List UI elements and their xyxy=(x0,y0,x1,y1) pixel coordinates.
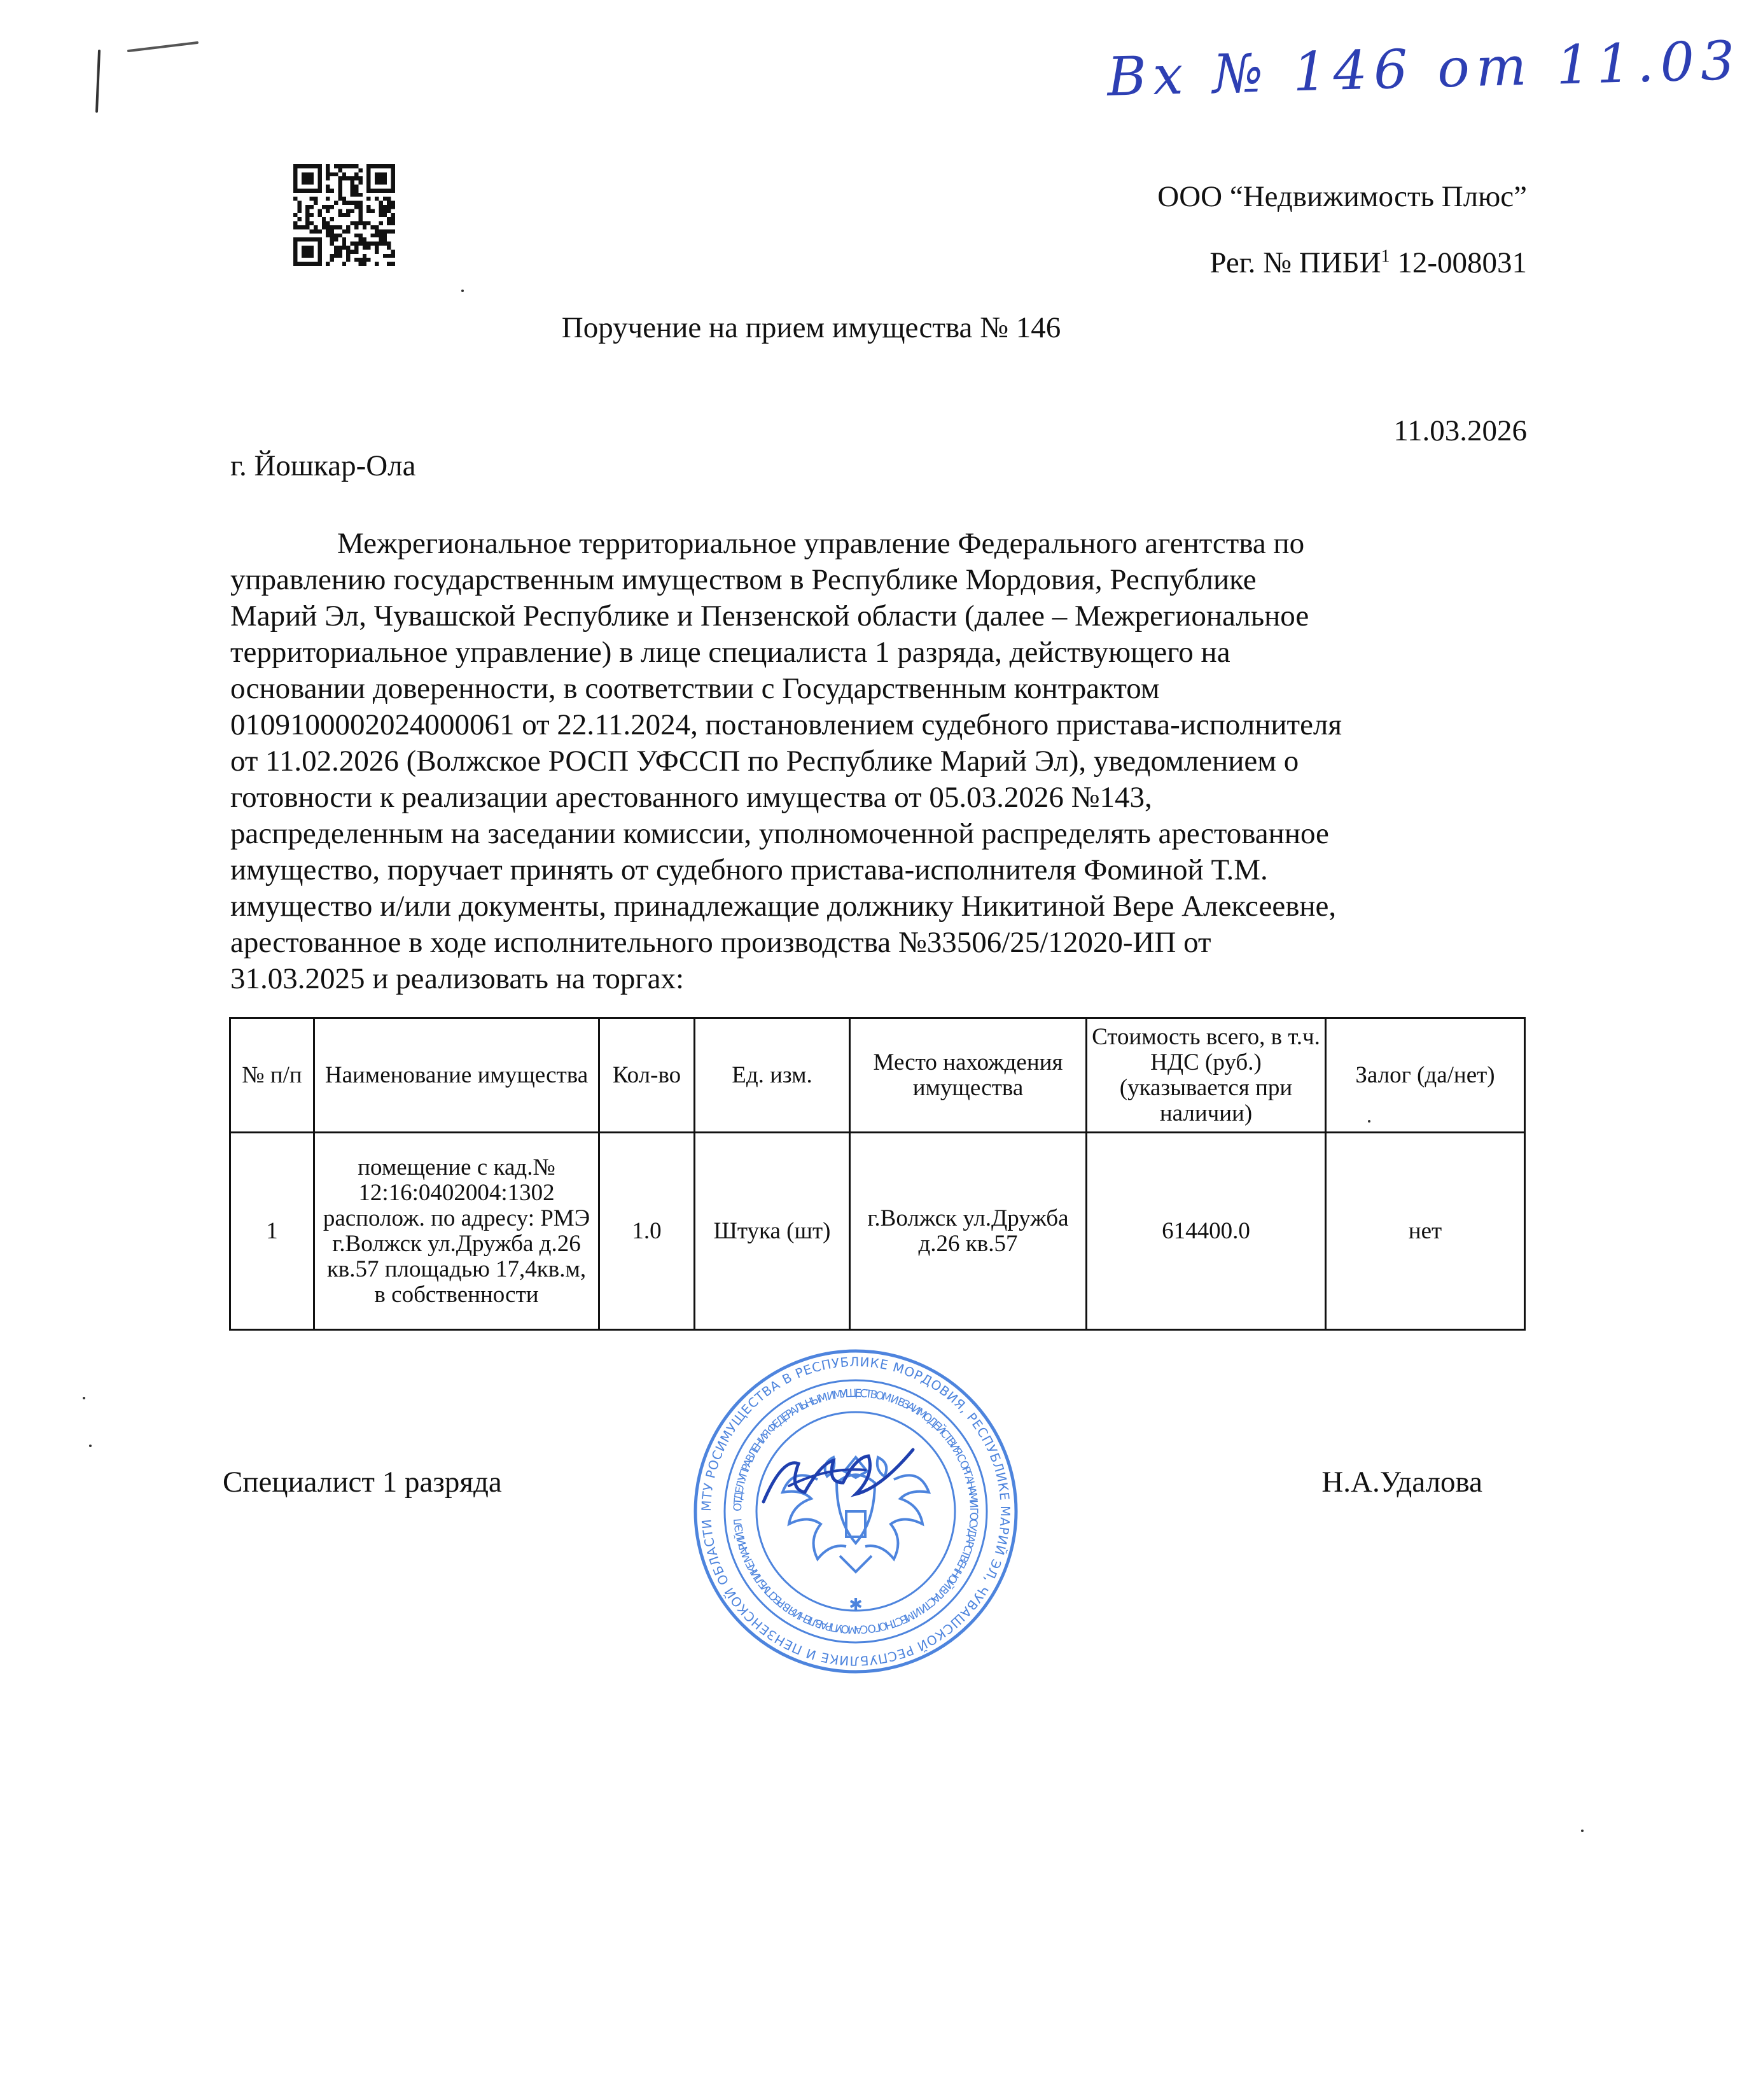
handwritten-incoming-note: Вх № 146 от 11.03 xyxy=(1106,29,1742,108)
cell-pledge: нет xyxy=(1326,1133,1525,1330)
cell-name: помещение с кад.№ 12:16:0402004:1302 располож. по адресу: РМЭ г.Волжск ул.Дружба д.26 кв.57 площадью 17,4кв.м, в собственности xyxy=(314,1133,599,1330)
cell-quantity: 1.0 xyxy=(599,1133,695,1330)
document-title: Поручение на прием имущества № 146 xyxy=(561,311,1061,344)
organization-name: ООО “Недвижимость Плюс” xyxy=(1157,180,1527,213)
body-line: имущество, поручает принять от судебного пристава-исполнителя Фоминой Т.М. xyxy=(230,853,1268,886)
body-line: 31.03.2025 и реализовать на торгах: xyxy=(230,962,685,995)
document-date: 11.03.2026 xyxy=(1393,414,1527,447)
body-line: управлению государственным имуществом в Республике Мордовия, Республике xyxy=(230,563,1257,596)
col-header-quantity: Кол-во xyxy=(599,1018,695,1133)
scan-speck xyxy=(1581,1830,1584,1832)
scan-speck xyxy=(1368,1120,1370,1123)
svg-text:✱: ✱ xyxy=(849,1595,863,1614)
table-header-row xyxy=(230,1018,1525,1133)
col-header-unit: Ед. изм. xyxy=(695,1018,850,1133)
body-line: готовности к реализации арестованного имущества от 05.03.2026 №143, xyxy=(230,781,1152,814)
qr-code xyxy=(293,164,395,266)
col-header-name: Наименование имущества xyxy=(314,1018,599,1133)
reg-number: 12-008031 xyxy=(1390,246,1527,279)
cell-unit: Штука (шт) xyxy=(695,1133,850,1330)
body-line: 0109100002024000061 от 22.11.2024, постановлением судебного пристава-исполнителя xyxy=(230,708,1342,741)
body-line: Межрегиональное территориальное управление Федерального агентства по xyxy=(337,527,1305,560)
table-row xyxy=(230,1133,1525,1330)
body-line: Марий Эл, Чувашской Республике и Пензенской области (далее – Межрегиональное xyxy=(230,599,1309,633)
col-header-number: № п/п xyxy=(230,1018,314,1133)
signatory-name: Н.А.Удалова xyxy=(1321,1466,1482,1499)
body-line: основании доверенности, в соответствии с Государственным контрактом xyxy=(230,672,1160,705)
scan-speck xyxy=(461,290,464,292)
stamp-inner-text: ОТДЕЛ УПРАВЛЕНИЯ ФЕДЕРАЛЬНЫМ ИМУЩЕСТВОМ И ВЗАИМОДЕЙСТВИЯ С ОРГАНАМИ ГОСУДАРСТВЕННОЙ ВЛАСТИ И МЕСТНОГО САМОУПРАВЛЕНИЯ В РЕСПУБЛИКЕ МАРИЙ ЭЛ xyxy=(731,1387,980,1636)
handwritten-signature xyxy=(751,1425,929,1527)
col-header-cost: Стоимость всего, в т.ч. НДС (руб.) (указывается при наличии) xyxy=(1087,1018,1326,1133)
body-line: от 11.02.2026 (Волжское РОСП УФССП по Республике Марий Эл), уведомлением о xyxy=(230,745,1299,778)
document-city: г. Йошкар-Ола xyxy=(230,449,416,482)
scan-speck xyxy=(83,1397,85,1399)
body-line: имущество и/или документы, принадлежащие должнику Никитиной Вере Алексеевне, xyxy=(230,890,1337,923)
reg-footnote-mark: 1 xyxy=(1381,246,1390,267)
body-line: территориальное управление) в лице специалиста 1 разряда, действующего на xyxy=(230,636,1230,669)
property-table xyxy=(229,1017,1526,1331)
corner-pen-mark xyxy=(89,35,204,118)
cell-number: 1 xyxy=(230,1133,314,1330)
signatory-position: Специалист 1 разряда xyxy=(223,1466,502,1499)
body-line: распределенным на заседании комиссии, уполномоченной распределять арестованное xyxy=(230,817,1329,850)
cell-location: г.Волжск ул.Дружба д.26 кв.57 xyxy=(850,1133,1087,1330)
reg-prefix: Рег. № ПИБИ xyxy=(1209,246,1381,279)
col-header-pledge: Залог (да/нет) xyxy=(1326,1018,1525,1133)
cell-cost: 614400.0 xyxy=(1087,1133,1326,1330)
registration-number xyxy=(1209,246,1527,280)
stamp-outer-text: МТУ РОСИМУЩЕСТВА В РЕСПУБЛИКЕ МОРДОВИЯ, РЕСПУБЛИКЕ МАРИЙ ЭЛ, ЧУВАШСКОЙ РЕСПУБЛИКЕ И ПЕНЗЕНСКОЙ ОБЛАСТИ xyxy=(698,1354,1014,1669)
document-body xyxy=(230,526,1523,997)
col-header-location: Место нахождения имущества xyxy=(850,1018,1087,1133)
body-line: арестованное в ходе исполнительного производства №33506/25/12020-ИП от xyxy=(230,926,1211,959)
scan-speck xyxy=(89,1445,92,1447)
